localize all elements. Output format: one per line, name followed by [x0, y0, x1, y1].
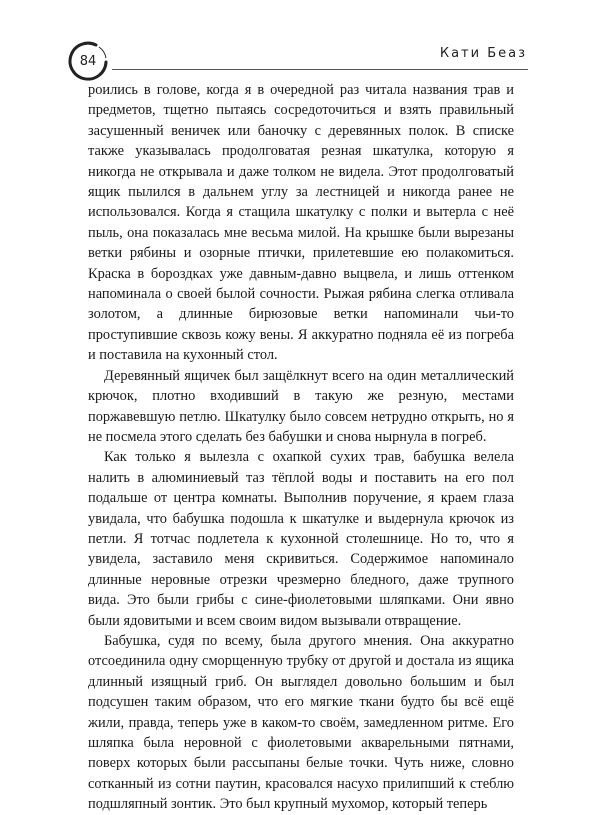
- page-number: 84: [79, 54, 97, 69]
- paragraph: роились в голове, когда я в очередной раз читала названия трав и предметов, тщетно пытаясь сосредоточиться и взять правильный засушенный веничек или баночку с деревянных полок. В списке также указывалась продолговатая резная шкатулка, которую я никогда не открывала и даже толком не видела. Этот продолговатый ящик пылился в дальнем углу за лестницей и никогда ранее не использовался. Когда я стащила шкатулку с полки и вытерла с неё пыль, она показалась мне весьма милой. На крышке были вырезаны ветки рябины и озорные птички, прилетевшие ею полакомиться. Краска в бороздках уже давным-давно выцвела, и лишь оттенком напоминала о своей былой сочности. Рыжая рябина слегка отливала золотом, а длинные бирюзовые ветки напоминали чьи-то проступившие сквозь кожу вены. Я аккуратно подняла её из погреба и поставила на кухонный стол.: [88, 82, 514, 364]
- page-number-badge: [66, 40, 110, 84]
- paragraph: Бабушка, судя по всему, была другого мнения. Она аккуратно отсоединила одну сморщенную трубку от другой и достала из ящика длинный изящный гриб. Он выглядел довольно большим и был подсушен таким образом, что его мягкие ткани будто бы всё ещё жили, правда, теперь уже в каком-то своём, замедленном ритме. Его шляпка была неровной с фиолетовыми акварельными пятнами, поверх которых были рассыпаны белые точки. Чуть ниже, словно сотканный из сотни паутин, красовался насухо прилипший к стеблю подшляпный зонтик. Это был крупный мухомор, который теперь: [88, 632, 514, 813]
- body-text: [88, 80, 514, 815]
- paragraph: Как только я вылезла с охапкой сухих трав, бабушка велела налить в алюминиевый таз тёплой воды и поставить на его пол подальше от центра комнаты. Выполнив поручение, я краем глаза увидала, что бабушка подошла к шкатулке и выдернула крючок из петли. Я тотчас подлетела к кухонной столешнице. Но то, что я увидела, заставило меня скривиться. Содержимое напоминало длинные неровные отрезки чрезмерно бледного, даже трупного вида. Это были грибы с сине-фиолетовыми шляпками. Они явно были ядовитыми и всем своим видом вызывали отвращение.: [88, 449, 514, 629]
- paragraph: Деревянный ящичек был защёлкнут всего на один металлический крючок, плотно входивший в такую же резную, местами поржавевшую петлю. Шкатулку было совсем нетрудно открыть, но я не посмела этого сделать без бабушки и снова нырнула в погреб.: [88, 367, 514, 445]
- running-head: Кати Беаз: [439, 46, 527, 61]
- header-rule: [112, 69, 528, 70]
